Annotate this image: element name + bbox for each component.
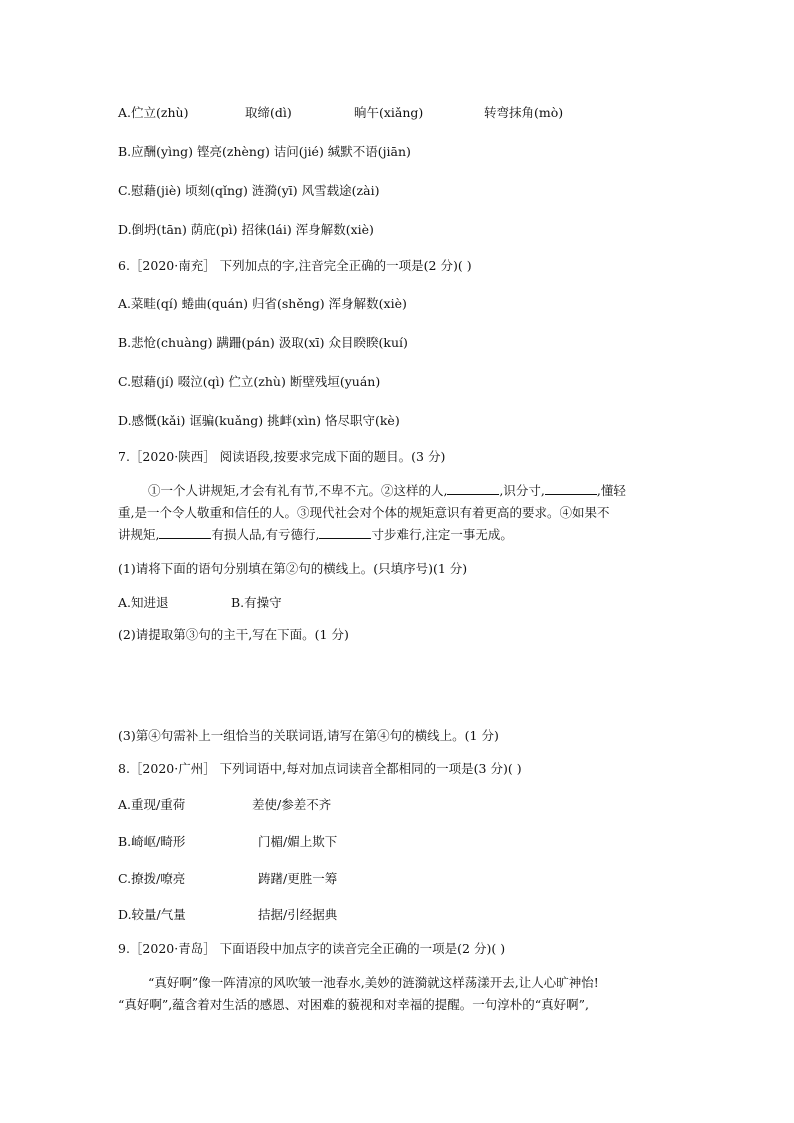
q7-sub3: (3)第④句需补上一组恰当的关联词语,请写在第④句的横线上。(1 分) <box>118 728 499 743</box>
q6-option-b: B.悲怆(chuàng) 蹒跚(pán) 汲取(xī) 众目睽睽(kuí) <box>118 335 408 350</box>
q9-stem: 9.［2020·青岛］ 下面语段中加点字的读音完全正确的一项是(2 分)( ) <box>118 941 506 956</box>
q7-passage <box>118 480 678 546</box>
q9-passage <box>118 972 678 1016</box>
q7-stem: 7.［2020·陕西］ 阅读语段,按要求完成下面的题目。(3 分) <box>118 449 446 464</box>
q7-sub2: (2)请提取第③句的主干,写在下面。(1 分) <box>118 627 349 642</box>
q7-passage-line-1: ①一个人讲规矩,才会有礼有节,不卑不亢。②这样的人, ,识分寸, ,懂轻 <box>148 483 626 498</box>
blank <box>159 526 211 539</box>
q6-option-a: A.菜畦(qí) 蜷曲(quán) 归省(shěng) 浑身解数(xiè) <box>118 296 407 311</box>
q6-option-c: C.慰藉(jí) 啜泣(qì) 伫立(zhù) 断壁残垣(yuán) <box>118 374 381 389</box>
document-page: A.伫立(zhù) 取缔(dì) 晌午(xiǎng) 转弯抹角(mò) B.应酬(yìng) 铿亮(zhèng) 诘问(jié) 缄默不语(jiān) C.慰藉(jiè) 顷刻(qǐng) 涟漪(yī) 风雪载途(zài) D.倒坍(tān) 荫庇(pì) 招徕(lái) 浑身解数(xiè) 6.［2020·南充］ 下列加点的字,注音完全正确的一项是(2 分)( ) A.菜畦(qí) 蜷曲(quán) 归省(shěng) 浑身解数(xiè) B.悲怆(chuàng) 蹒跚(pán) 汲取(xī) 众目睽睽(kuí) C.慰藉(jí) 啜泣(qì) 伫立(zhù) 断壁残垣(yuán) D.感慨(kǎi) 诓骗(kuǎng) 挑衅(xìn) 恪尽职守(kè) 7.［2020·陕西］ 阅读语段,按要求完成下面的题目。(3 分) ①一个人讲规矩,才会有礼有节,不卑不亢。②这样的人, ,识分寸, ,懂轻 重,是一个令人敬重和信任的人。③现代社会对个体的规矩意识有着更高的要求。④如果不 讲规矩, 有损人品,有亏德行, 寸步难行,注定一事无成。 (1)请将下面的语句分别填在第②句的横线上。(只填序号)(1 分) A.知进退 B.有操守 (2)请提取第③句的主干,写在下面。(1 分) (3)第④句需补上一组恰当的关联词语,请写在第④句的横线上。(1 分) 8.［2020·广州］ 下列词语中,每对加点词读音全都相同的一项是(3 分)( ) A.重现/重荷 差使/参差不齐 B.崎岖/畸形 门楣/媚上欺下 C.撩拨/嘹亮 踌躇/更胜一筹 D.较量/气量 拮据/引经据典 9.［2020·青岛］ 下面语段中加点字的读音完全正确的一项是(2 分)( ) “真好啊”像一阵清凉的风吹皱一池春水,美妙的涟漪就这样荡漾开去,让人心旷神怡! “真好啊”,蕴含着对生活的感恩、对困难的藐视和对幸福的提醒。一句淳朴的“真好啊”, <box>0 0 794 1123</box>
q5-option-d: D.倒坍(tān) 荫庇(pì) 招徕(lái) 浑身解数(xiè) <box>118 222 374 237</box>
q8-stem: 8.［2020·广州］ 下列词语中,每对加点词读音全都相同的一项是(3 分)( ) <box>118 761 522 776</box>
blank <box>319 526 371 539</box>
q7-sub1: (1)请将下面的语句分别填在第②句的横线上。(只填序号)(1 分) <box>118 561 468 576</box>
q5-option-b: B.应酬(yìng) 铿亮(zhèng) 诘问(jié) 缄默不语(jiān) <box>118 144 411 159</box>
q6-option-d: D.感慨(kǎi) 诓骗(kuǎng) 挑衅(xìn) 恪尽职守(kè) <box>118 413 400 428</box>
q7-passage-line-3: 讲规矩, 有损人品,有亏德行, 寸步难行,注定一事无成。 <box>118 527 513 542</box>
blank <box>545 482 597 495</box>
q9-passage-line-1: “真好啊”像一阵清凉的风吹皱一池春水,美妙的涟漪就这样荡漾开去,让人心旷神怡! <box>148 975 599 990</box>
q9-passage-line-2: “真好啊”,蕴含着对生活的感恩、对困难的藐视和对幸福的提醒。一句淳朴的“真好啊”, <box>118 997 590 1012</box>
q5-option-c: C.慰藉(jiè) 顷刻(qǐng) 涟漪(yī) 风雪载途(zài) <box>118 183 380 198</box>
blank <box>447 482 499 495</box>
q6-stem: 6.［2020·南充］ 下列加点的字,注音完全正确的一项是(2 分)( ) <box>118 258 472 273</box>
q7-passage-line-2: 重,是一个令人敬重和信任的人。③现代社会对个体的规矩意识有着更高的要求。④如果不 <box>118 505 610 520</box>
